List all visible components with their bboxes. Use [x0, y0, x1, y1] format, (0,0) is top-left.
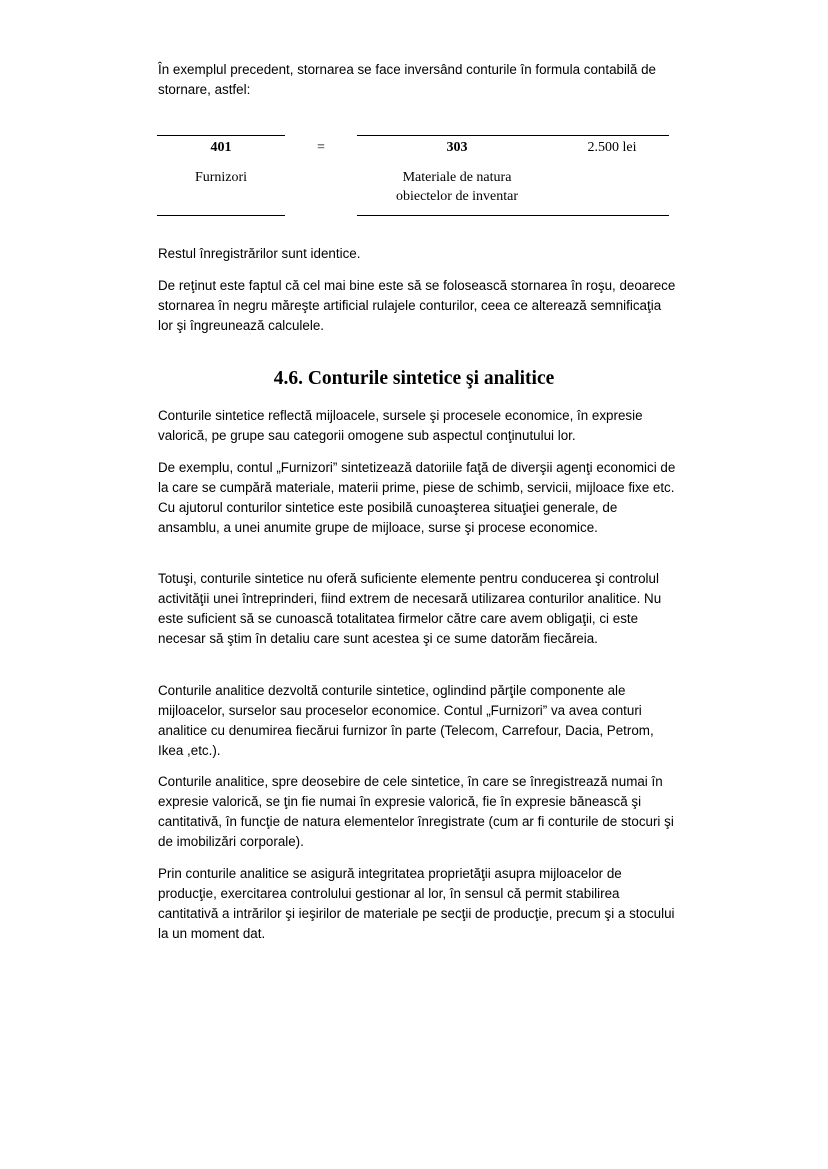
- paragraph-2: De exemplu, contul „Furnizori” sintetizează datoriile faţă de diverşii agenţi economici de la care se cumpără materiale, materii prime, piese de schimb, servicii, mijloace fixe etc. Cu ajutorul conturilor sintetice este posibilă cunoaşterea situaţiei generale, de ansamblu, a unei anumite grupe de mijloace, surse şi procese economice.: [158, 460, 676, 535]
- debit-account-name: Furnizori: [194, 170, 248, 185]
- paragraph-storno-note: De reţinut este faptul că cel mai bine este să se folosească stornarea în roşu, deoarece stornarea în negru măreşte artificial rulajele conturilor, ceea ce alterează semnificaţia lor şi îngreunează calculele.: [158, 278, 676, 333]
- paragraph-identical: Restul înregistrărilor sunt identice.: [158, 246, 361, 261]
- intro-paragraph: În exemplul precedent, stornarea se face inversând conturile în formula contabilă de stornare, astfel:: [158, 62, 656, 97]
- paragraph-6: Prin conturile analitice se asigură integritatea proprietăţii asupra mijloacelor de producţie, exercitarea controlului gestionar al lor, în sensul că permit stabilirea cantitativă a intrărilor şi ieşirilor de materiale pe secţii de producţie, precum şi a stocului la un moment dat.: [158, 866, 675, 941]
- accounting-entry: [0, 0, 828, 230]
- credit-top-rule: [357, 135, 669, 136]
- debit-top-rule: [157, 135, 285, 136]
- debit-bottom-rule: [157, 215, 285, 216]
- credit-account-number: 303: [446, 140, 468, 155]
- paragraph-5: Conturile analitice, spre deosebire de cele sintetice, în care se înregistrează numai în expresie valorică, se ţin fie numai în expresie valorică, fie în expresie bănească şi cantitativă, în funcţie de natura elementelor înregistrate (cum ar fi conturile de stocuri şi de imobilizări corporale).: [158, 774, 674, 849]
- credit-bottom-rule: [357, 215, 669, 216]
- debit-account-number: 401: [210, 140, 232, 155]
- equals-sign: =: [317, 140, 325, 155]
- paragraph-1: Conturile sintetice reflectă mijloacele, sursele şi procesele economice, în expresie valorică, pe grupe sau categorii omogene sub aspectul conţinutului lor.: [158, 408, 643, 443]
- credit-account-name-line1: Materiale de natura: [402, 170, 512, 185]
- paragraph-4: Conturile analitice dezvoltă conturile sintetice, oglindind părţile componente ale mijloacelor, surselor sau proceselor economice. Contul „Furnizori” va avea conturi analitice cu denumirea fiecărui furnizor în parte (Telecom, Carrefour, Dacia, Petrom, Ikea ,etc.).: [158, 683, 654, 758]
- section-title: 4.6. Conturile sintetice şi analitice: [273, 368, 555, 389]
- credit-account-name-line2: obiectelor de inventar: [395, 189, 519, 204]
- entry-amount: 2.500 lei: [587, 140, 637, 155]
- paragraph-3: Totuşi, conturile sintetice nu oferă suficiente elemente pentru conducerea şi controlul activităţii unei întreprinderi, fiind extrem de necesară utilizarea conturilor analitice. Nu este suficient să se cunoască totalitatea firmelor către care avem obligaţii, ci este necesar să ştim în detaliu care sunt acestea şi ce sume datorăm fiecăreia.: [158, 571, 662, 646]
